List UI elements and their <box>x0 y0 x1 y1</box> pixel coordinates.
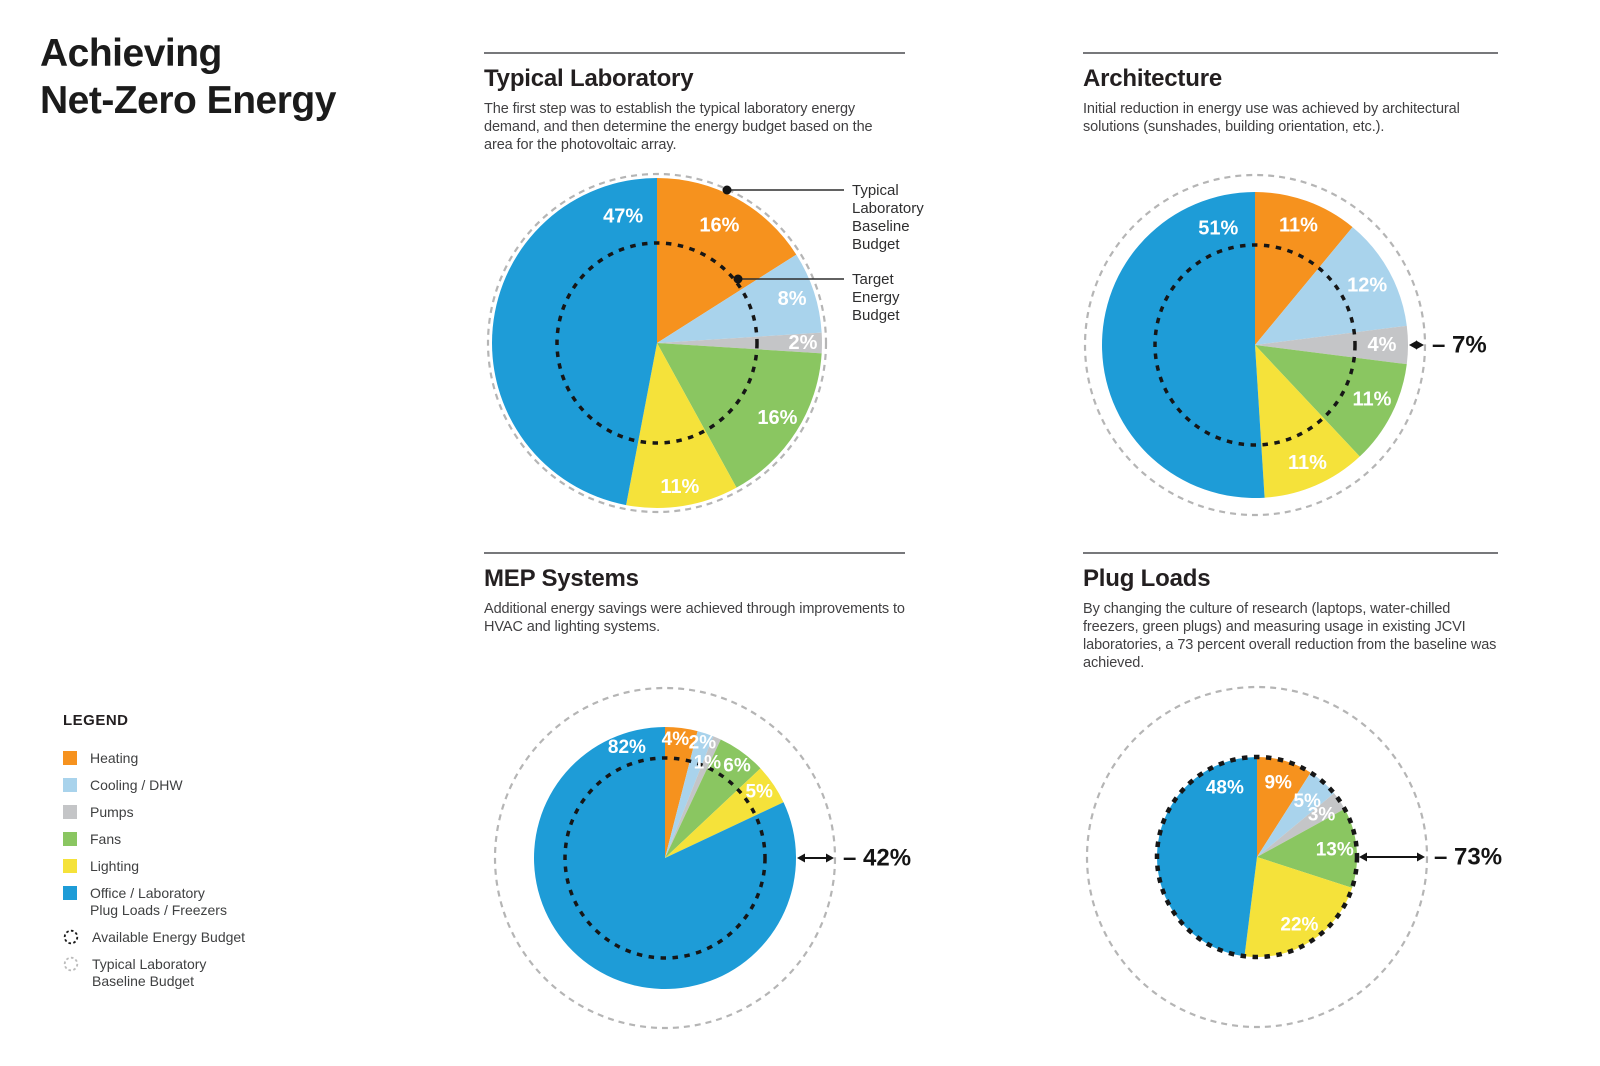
value-label-typical-laboratory-heating: 16% <box>699 214 740 237</box>
page-title-line1: Achieving <box>40 32 222 75</box>
reduction-arrow-left-head-plug-loads <box>1359 853 1367 862</box>
value-label-mep-systems-office-laboratory-plug-loads-freezers: 82% <box>607 736 646 758</box>
legend-item-label: Typical Laboratory Baseline Budget <box>92 956 207 989</box>
value-label-typical-laboratory-pumps: 2% <box>788 332 818 354</box>
value-label-plug-loads-lighting: 22% <box>1280 914 1319 936</box>
legend-item-label: Pumps <box>90 804 134 820</box>
page-title-line2: Net-Zero Energy <box>40 79 336 122</box>
value-label-plug-loads-heating: 9% <box>1264 772 1292 794</box>
value-label-architecture-office-laboratory-plug-loads-freezers: 51% <box>1198 217 1239 240</box>
value-label-plug-loads-office-laboratory-plug-loads-freezers: 48% <box>1205 777 1244 799</box>
value-label-typical-laboratory-lighting: 11% <box>660 476 700 499</box>
reduction-arrow-right-head-architecture <box>1416 341 1424 350</box>
value-label-mep-systems-lighting: 5% <box>745 781 773 803</box>
panel-description: Initial reduction in energy use was achieved by architectural solutions (sunshades, building orientation, etc.). <box>1083 101 1460 135</box>
panel-title: MEP Systems <box>484 565 639 592</box>
value-label-typical-laboratory-cooling-dhw: 8% <box>777 288 807 311</box>
legend-item-label: Heating <box>90 750 139 766</box>
value-label-architecture-cooling-dhw: 12% <box>1347 274 1388 297</box>
panel-description: By changing the culture of research (laptops, water-chilled freezers, green plugs) and measuring usage in existing JCVI laboratories, a 73 percent overall reduction from the baseline was achieved. <box>1083 601 1497 671</box>
legend-item-label: Available Energy Budget <box>92 929 246 945</box>
value-label-architecture-heating: 11% <box>1278 214 1318 237</box>
value-label-plug-loads-fans: 13% <box>1315 839 1354 861</box>
reduction-label-plug-loads: – 73% <box>1434 843 1503 871</box>
callout-label-typical-laboratory-baseline-budget: Typical Laboratory Baseline Budget <box>852 182 924 253</box>
slice-architecture-office-laboratory-plug-loads-freezers <box>1102 192 1265 498</box>
legend-item-label: Fans <box>90 831 122 847</box>
legend-item-label: Office / Laboratory Plug Loads / Freezers <box>90 885 227 918</box>
panel-title: Architecture <box>1083 65 1222 92</box>
value-label-architecture-lighting: 11% <box>1288 451 1327 474</box>
reduction-arrow-left-head-architecture <box>1409 341 1417 350</box>
value-label-plug-loads-cooling-dhw: 5% <box>1293 790 1321 812</box>
callout-label-target-energy-budget: Target Energy Budget <box>852 271 900 324</box>
value-label-architecture-pumps: 4% <box>1367 334 1397 356</box>
value-label-mep-systems-fans: 6% <box>723 755 751 777</box>
value-label-mep-systems-heating: 4% <box>661 728 690 750</box>
reduction-arrow-right-head-plug-loads <box>1417 853 1425 862</box>
value-label-architecture-fans: 11% <box>1352 388 1392 411</box>
panel-title: Typical Laboratory <box>484 65 694 92</box>
value-label-mep-systems-pumps: 1% <box>693 752 722 774</box>
callout-dot-typical-laboratory-0 <box>723 186 732 195</box>
reduction-arrow-right-head-mep-systems <box>826 854 834 863</box>
legend-item-label: Cooling / DHW <box>90 777 183 793</box>
value-label-mep-systems-cooling-dhw: 2% <box>688 732 717 754</box>
legend-heading: LEGEND <box>63 712 129 729</box>
value-label-plug-loads-pumps: 3% <box>1307 804 1336 826</box>
legend-item-label: Lighting <box>90 858 140 874</box>
reduction-label-architecture: – 7% <box>1432 331 1487 359</box>
callout-dot-typical-laboratory-1 <box>734 275 743 284</box>
value-label-typical-laboratory-fans: 16% <box>757 407 798 430</box>
value-label-typical-laboratory-office-laboratory-plug-loads-freezers: 47% <box>603 205 644 228</box>
panel-description: The first step was to establish the typical laboratory energy demand, and then determine the energy budget based on the area for the photovoltaic array. <box>484 101 873 153</box>
reduction-label-mep-systems: – 42% <box>843 844 912 872</box>
reduction-arrow-left-head-mep-systems <box>797 854 805 863</box>
panel-description: Additional energy savings were achieved through improvements to HVAC and lighting systems. <box>484 601 905 635</box>
panel-title: Plug Loads <box>1083 565 1211 592</box>
